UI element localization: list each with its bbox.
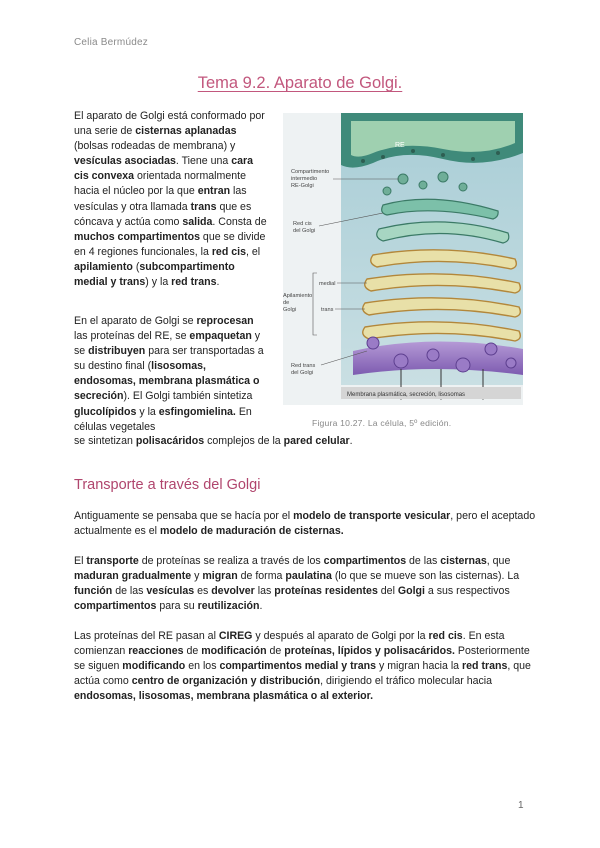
text-run: maduran gradualmente bbox=[74, 570, 192, 583]
text-run: apilamiento bbox=[74, 260, 133, 273]
text-run: modificando bbox=[122, 660, 186, 673]
text-run: muchos compartimentos bbox=[74, 230, 200, 243]
text-run: y migran hacia la bbox=[376, 660, 463, 673]
text-run: polisacáridos bbox=[135, 435, 205, 447]
text-run: cara cis convexa bbox=[74, 155, 254, 183]
destination-label: Membrana plasmática, secreción, lisosomas bbox=[347, 392, 466, 398]
label-red-cis-1: Red cis bbox=[293, 221, 312, 227]
label-apilamiento-3: Golgi bbox=[283, 307, 297, 313]
text-run: función bbox=[74, 585, 113, 598]
label-apilamiento-2: de bbox=[283, 300, 290, 306]
text-run: vesículas asociadas bbox=[74, 155, 176, 168]
text-run: para ser transportadas a su destino final ( bbox=[74, 345, 264, 373]
text-run: glucolípidos bbox=[74, 405, 137, 418]
text-run: El aparato de Golgi está conformado por una serie de bbox=[74, 110, 265, 138]
text-run: trans bbox=[190, 200, 217, 213]
text-run: . Tiene una bbox=[175, 155, 232, 168]
text-run: orientada normalmente hacia el núcleo por la que bbox=[74, 170, 246, 198]
label-medial: medial bbox=[319, 281, 336, 287]
text-run: de bbox=[266, 645, 285, 658]
text-run: del bbox=[377, 585, 398, 598]
text-run: esfingomielina. bbox=[158, 405, 236, 418]
figure-caption: Figura 10.27. La célula, 5º edición. bbox=[312, 418, 452, 428]
page-number: 1 bbox=[518, 800, 524, 811]
text-run: Antiguamente se pensaba que se hacía por el bbox=[74, 510, 294, 522]
text-run: (bolsas rodeadas de membrana) y bbox=[74, 140, 236, 153]
page-title: Tema 9.2. Aparato de Golgi. bbox=[197, 74, 403, 92]
text-run: es bbox=[194, 585, 212, 598]
intro-paragraph-2 bbox=[74, 314, 270, 435]
intro-paragraph-2-last-line bbox=[74, 434, 494, 449]
text-run: , el bbox=[245, 245, 261, 258]
text-run: y después al aparato de Golgi por la bbox=[252, 630, 429, 642]
text-run: . En esta comienzan bbox=[74, 630, 505, 658]
text-run: empaquetan bbox=[189, 330, 252, 343]
text-run: en los bbox=[185, 660, 220, 673]
text-run: paulatina bbox=[285, 570, 332, 583]
label-compartimento-1: Compartimento bbox=[291, 169, 330, 175]
label-red-cis-2: del Golgi bbox=[293, 228, 316, 234]
text-run: cisternas aplanadas bbox=[135, 125, 237, 138]
text-run: las proteínas del RE, se bbox=[74, 330, 190, 343]
text-run: de bbox=[183, 645, 202, 658]
text-run: migran bbox=[202, 570, 238, 583]
text-run: (lo que se mueve son las cisternas). La bbox=[331, 570, 520, 583]
label-red-trans-2: del Golgi bbox=[291, 370, 314, 376]
text-run: , que actúa como bbox=[74, 660, 531, 688]
text-run: lisosomas, endosomas, membrana plasmática o secreción bbox=[74, 360, 260, 403]
section-paragraph-1 bbox=[74, 509, 536, 539]
section-paragraph-2 bbox=[74, 554, 536, 614]
text-run: compartimentos bbox=[74, 600, 157, 613]
section-paragraph-3 bbox=[74, 629, 536, 704]
label-compartimento-3: RE-Golgi bbox=[291, 183, 314, 189]
author-name: Celia Bermúdez bbox=[74, 37, 148, 48]
text-run: En células vegetales bbox=[74, 405, 252, 433]
text-run: reutilización bbox=[197, 600, 260, 613]
text-run: y la bbox=[136, 405, 159, 418]
text-run: . bbox=[259, 600, 263, 613]
text-run: salida bbox=[182, 215, 213, 228]
text-run: ) y la bbox=[145, 276, 172, 289]
label-red-trans-1: Red trans bbox=[291, 363, 316, 369]
text-run: reprocesan bbox=[196, 315, 254, 327]
label-compartimento-2: intermedio bbox=[291, 176, 318, 182]
text-run: . bbox=[216, 276, 220, 289]
text-run: a sus respectivos bbox=[424, 585, 510, 598]
text-run: Posteriormente se siguen bbox=[74, 645, 530, 673]
text-run: modificación bbox=[201, 645, 267, 658]
intro-text bbox=[74, 109, 270, 290]
text-run: Las proteínas del RE pasan al bbox=[74, 630, 219, 642]
text-run: , que bbox=[486, 555, 511, 567]
text-run: ). El Golgi también sintetiza bbox=[123, 390, 253, 403]
text-run: El bbox=[74, 555, 87, 567]
text-run: distribuyen bbox=[88, 345, 146, 358]
text-run: modelo de maduración de cisternas. bbox=[159, 525, 344, 538]
text-run: red trans bbox=[171, 276, 217, 289]
text-run: complejos de la bbox=[204, 435, 284, 447]
text-run: se sintetizan bbox=[74, 435, 136, 447]
intro-paragraph-1 bbox=[74, 109, 270, 290]
label-red-trans bbox=[291, 363, 315, 376]
text-run: En el aparato de Golgi se bbox=[74, 315, 197, 327]
text-run: CIREG bbox=[218, 630, 253, 642]
text-run: red cis bbox=[211, 245, 246, 258]
text-run: proteínas, lípidos y polisacáridos. bbox=[284, 645, 455, 658]
text-run: las bbox=[254, 585, 275, 598]
text-run: para su bbox=[156, 600, 198, 613]
text-run: de las bbox=[406, 555, 441, 567]
text-run: entran bbox=[197, 185, 231, 198]
text-run: compartimentos medial y trans bbox=[219, 660, 377, 673]
text-run: devolver bbox=[211, 585, 255, 598]
text-run: , pero el aceptado actualmente es el bbox=[74, 510, 536, 538]
label-trans: trans bbox=[321, 307, 334, 313]
text-run: que se divide en 4 regiones funcionales, la bbox=[74, 230, 266, 258]
text-run: y se bbox=[74, 330, 261, 358]
text-run: . Consta de bbox=[212, 215, 267, 228]
text-run: de las bbox=[112, 585, 147, 598]
text-run: modelo de transporte vesicular bbox=[293, 510, 451, 522]
text-run: compartimentos bbox=[323, 555, 407, 567]
golgi-figure bbox=[283, 113, 523, 405]
text-run: las vesículas y otra llamada bbox=[74, 185, 247, 213]
text-run: pared celular bbox=[283, 435, 350, 447]
section-heading: Transporte a través del Golgi bbox=[74, 477, 261, 493]
text-run: reacciones bbox=[128, 645, 184, 658]
text-run: ( bbox=[132, 260, 140, 273]
text-run: centro de organización y distribución bbox=[131, 675, 321, 688]
text-run: vesículas bbox=[146, 585, 195, 598]
text-run: de proteínas se realiza a través de los bbox=[138, 555, 324, 567]
label-apilamiento-1: Apilamiento bbox=[283, 293, 313, 299]
text-run: Golgi bbox=[397, 585, 425, 598]
text-run: de forma bbox=[237, 570, 286, 583]
text-run: red cis bbox=[428, 630, 463, 642]
text-run: transporte bbox=[86, 555, 139, 567]
text-run: proteínas residentes bbox=[274, 585, 378, 598]
text-run: endosomas, lisosomas, membrana plasmática o al exterior. bbox=[74, 690, 374, 703]
text-run: y bbox=[191, 570, 203, 583]
text-run: subcompartimento medial y trans bbox=[74, 260, 235, 289]
text-run: que es cóncava y actúa como bbox=[74, 200, 252, 228]
text-run: cisternas bbox=[440, 555, 487, 567]
text-run: , dirigiendo el tráfico molecular hacia bbox=[320, 675, 493, 688]
er-label: RE bbox=[395, 142, 405, 149]
text-run: red trans bbox=[462, 660, 508, 673]
text-run: . bbox=[349, 435, 353, 447]
